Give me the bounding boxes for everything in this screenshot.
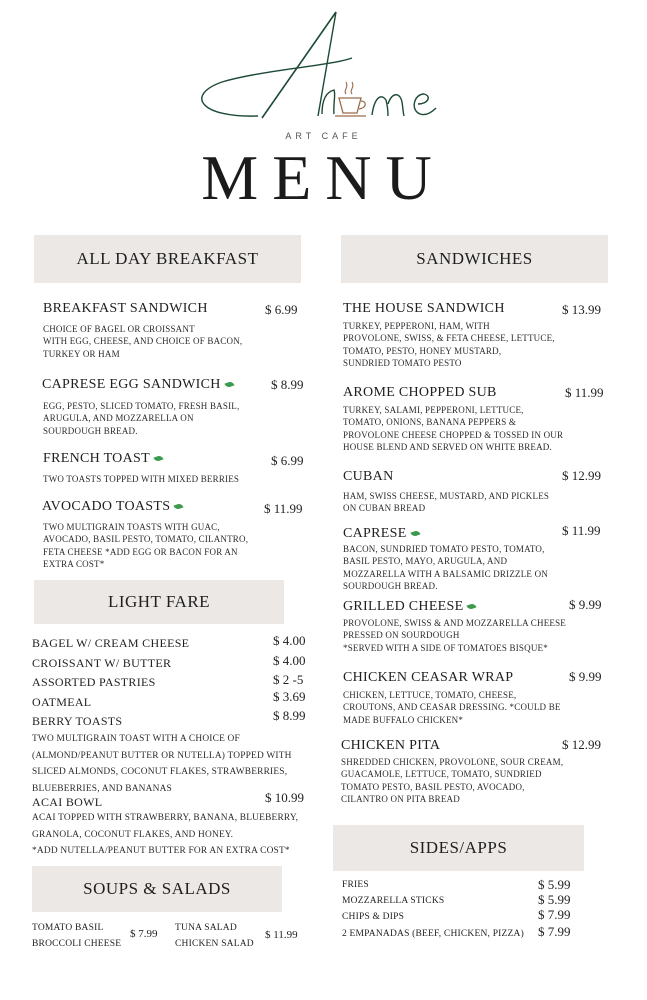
item-price: $ 12.99	[562, 737, 601, 752]
item-name: FRENCH TOAST	[43, 451, 163, 467]
item-price: $ 4.00	[273, 653, 306, 668]
soup-item: BROCCOLI CHEESE	[32, 939, 122, 949]
salad-item: CHICKEN SALAD	[175, 939, 254, 949]
item-price: $ 11.99	[565, 385, 604, 400]
item-price: $ 8.99	[271, 377, 304, 392]
side-item: MOZZARELLA STICKS	[342, 896, 445, 906]
soup-item: TOMATO BASIL	[32, 923, 104, 933]
item-price: $ 2 -5	[273, 672, 304, 687]
item-description: CHICKEN, LETTUCE, TOMATO, CHEESE, CROUTONS, AND CEASAR DRESSING. *COULD BE MADE BUFFALO CHICKEN*	[343, 690, 561, 725]
item-price: $ 3.69	[273, 689, 306, 704]
item-price: $ 9.99	[569, 669, 602, 684]
salad-item: TUNA SALAD	[175, 923, 237, 933]
item-name: ASSORTED PASTRIES	[32, 675, 156, 689]
side-item: FRIES	[342, 880, 369, 890]
item-description: TURKEY, SALAMI, PEPPERONI, LETTUCE, TOMATO, ONIONS, BANANA PEPPERS & PROVOLONE CHEESE CHOPPED & TOSSED IN OUR HOUSE BLEND AND SERVED ON WHITE BREAD.	[343, 405, 564, 453]
item-description: PROVOLONE, SWISS & AND MOZZARELLA CHEESE PRESSED ON SOURDOUGH *SERVED WITH A SIDE OF TOMATOES BISQUE*	[343, 618, 567, 653]
item-name: BERRY TOASTS	[32, 714, 123, 728]
logo-script-graphic	[0, 0, 647, 125]
item-price: $ 13.99	[562, 302, 601, 317]
item-description: TWO MULTIGRAIN TOASTS WITH GUAC, AVOCADO, BASIL PESTO, TOMATO, CILANTRO, FETA CHEESE *ADD EGG OR BACON FOR AN EXTRA COST*	[43, 522, 249, 570]
item-name: CROISSANT W/ BUTTER	[32, 656, 172, 670]
item-name: OATMEAL	[32, 695, 92, 709]
side-item: 2 EMPANADAS (BEEF, CHICKEN, PIZZA)	[342, 929, 524, 939]
item-name: CUBAN	[343, 469, 394, 484]
item-price: $ 7.99	[130, 928, 158, 940]
item-price: $ 7.99	[538, 907, 571, 922]
side-item: CHIPS & DIPS	[342, 912, 405, 922]
item-price: $ 6.99	[271, 453, 304, 468]
section-header-sandwiches: SANDWICHES	[341, 235, 608, 283]
leaf-icon	[174, 503, 184, 511]
leaf-icon	[224, 381, 234, 389]
section-header-soups: SOUPS & SALADS	[32, 866, 282, 912]
item-name: BREAKFAST SANDWICH	[43, 301, 208, 316]
leaf-icon	[467, 603, 477, 611]
item-name: ACAI BOWL	[32, 795, 103, 809]
item-price: $ 5.99	[538, 892, 571, 907]
item-name: THE HOUSE SANDWICH	[343, 301, 505, 316]
item-name: CAPRESE	[343, 526, 420, 542]
item-price: $ 7.99	[538, 924, 571, 939]
item-price: $ 10.99	[265, 790, 304, 805]
item-price: $ 12.99	[562, 468, 601, 483]
item-description: TWO MULTIGRAIN TOAST WITH A CHOICE OF (ALMOND/PEANUT BUTTER OR NUTELLA) TOPPED WITH SLICED ALMONDS, COCONUT FLAKES, STRAWBERRIES, BLUEBERRIES, AND BANANAS	[32, 734, 292, 794]
item-price: $ 9.99	[569, 597, 602, 612]
item-description: HAM, SWISS CHEESE, MUSTARD, AND PICKLES ON CUBAN BREAD	[343, 491, 550, 514]
item-name: CHICKEN CEASAR WRAP	[343, 670, 514, 685]
item-description: SHREDDED CHICKEN, PROVOLONE, SOUR CREAM, GUACAMOLE, LETTUCE, TOMATO, SUNDRIED TOMATO PESTO, BASIL PESTO, AVOCADO, CILANTRO ON PITA BREAD	[341, 757, 564, 805]
logo-subtitle: ART CAFE	[285, 131, 362, 141]
item-description: TURKEY, PEPPERONI, HAM, WITH PROVOLONE, SWISS, & FETA CHEESE, LETTUCE, TOMATO, PESTO, HONEY MUSTARD, SUNDRIED TOMATO PESTO	[343, 321, 555, 369]
logo	[0, 0, 647, 125]
page-title: MENU	[201, 142, 446, 213]
item-price: $ 5.99	[538, 877, 571, 892]
item-price: $ 11.99	[264, 501, 303, 516]
item-name: GRILLED CHEESE	[343, 599, 476, 615]
item-name: AVOCADO TOASTS	[42, 499, 183, 515]
item-name: CAPRESE EGG SANDWICH	[42, 377, 234, 393]
item-description: BACON, SUNDRIED TOMATO PESTO, TOMATO, BASIL PESTO, MAYO, ARUGULA, AND MOZZARELLA WITH A BALSAMIC DRIZZLE ON SOURDOUGH BREAD.	[343, 544, 548, 592]
item-price: $ 4.00	[273, 633, 306, 648]
item-description: ACAI TOPPED WITH STRAWBERRY, BANANA, BLUEBERRY, GRANOLA, COCONUT FLAKES, AND HONEY. *ADD NUTELLA/PEANUT BUTTER FOR AN EXTRA COST*	[32, 813, 299, 856]
item-name: CHICKEN PITA	[341, 738, 441, 753]
section-header-sides: SIDES/APPS	[333, 825, 584, 871]
coffee-cup-icon	[335, 82, 366, 116]
item-price: $ 11.99	[562, 523, 601, 538]
leaf-icon	[410, 530, 420, 538]
item-price: $ 8.99	[273, 708, 306, 723]
item-description: TWO TOASTS TOPPED WITH MIXED BERRIES	[43, 474, 240, 484]
leaf-icon	[153, 455, 163, 463]
item-description: EGG, PESTO, SLICED TOMATO, FRESH BASIL, ARUGULA, AND MOZZARELLA ON SOURDOUGH BREAD.	[43, 401, 240, 436]
item-description: CHOICE OF BAGEL OR CROISSANT WITH EGG, CHEESE, AND CHOICE OF BACON, TURKEY OR HAM	[43, 324, 243, 359]
section-header-breakfast: ALL DAY BREAKFAST	[34, 235, 301, 283]
section-header-light-fare: LIGHT FARE	[34, 580, 284, 624]
item-price: $ 11.99	[265, 929, 298, 941]
item-name: BAGEL W/ CREAM CHEESE	[32, 636, 190, 650]
item-price: $ 6.99	[265, 302, 298, 317]
item-name: AROME CHOPPED SUB	[343, 385, 497, 400]
